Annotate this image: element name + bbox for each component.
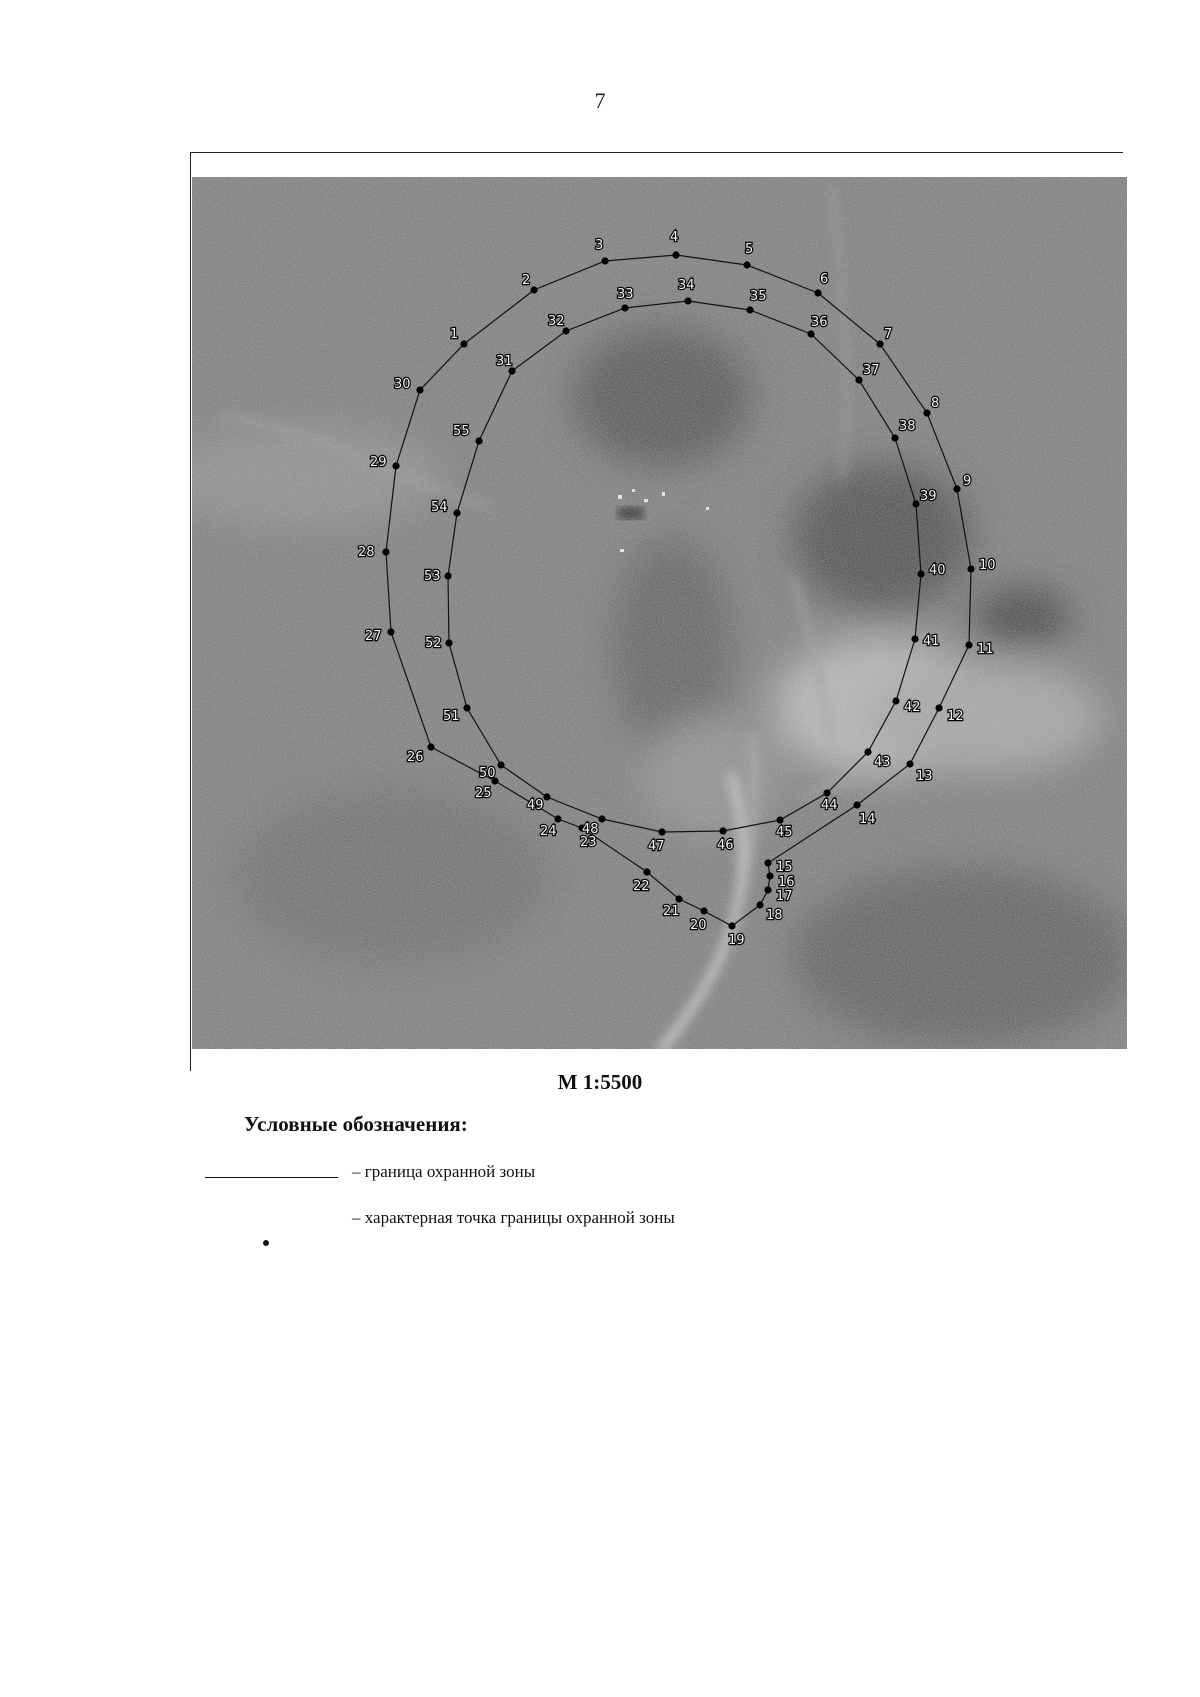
boundary-point-label-19: 19: [728, 933, 745, 948]
boundary-point-3[interactable]: [601, 257, 608, 264]
boundary-point-label-4: 4: [670, 230, 679, 245]
boundary-point-13[interactable]: [906, 760, 913, 767]
boundary-point-label-10: 10: [979, 558, 996, 573]
boundary-point-12[interactable]: [935, 704, 942, 711]
boundary-point-label-12: 12: [947, 709, 964, 724]
boundary-point-label-14: 14: [859, 812, 876, 827]
boundary-point-36[interactable]: [807, 330, 814, 337]
boundary-point-label-43: 43: [874, 755, 891, 770]
boundary-point-28[interactable]: [382, 548, 389, 555]
boundary-point-label-52: 52: [425, 636, 442, 651]
boundary-point-label-18: 18: [766, 908, 783, 923]
boundary-point-label-44: 44: [821, 798, 838, 813]
boundary-point-label-15: 15: [776, 860, 793, 875]
boundary-point-label-51: 51: [443, 709, 460, 724]
boundary-point-label-33: 33: [617, 287, 634, 302]
boundary-point-label-2: 2: [522, 273, 531, 288]
boundary-point-19[interactable]: [728, 922, 735, 929]
boundary-point-label-9: 9: [963, 474, 972, 489]
boundary-point-42[interactable]: [892, 697, 899, 704]
boundary-point-label-42: 42: [904, 700, 921, 715]
boundary-point-33[interactable]: [621, 304, 628, 311]
boundary-point-5[interactable]: [743, 261, 750, 268]
legend-point-symbol: [263, 1240, 269, 1246]
boundary-point-35[interactable]: [746, 306, 753, 313]
boundary-point-label-11: 11: [977, 642, 994, 657]
legend-boundary-line-symbol: [205, 1177, 338, 1178]
boundary-point-6[interactable]: [814, 289, 821, 296]
boundary-point-1[interactable]: [460, 340, 467, 347]
boundary-point-21[interactable]: [675, 895, 682, 902]
boundary-point-label-8: 8: [931, 396, 940, 411]
boundary-point-30[interactable]: [416, 386, 423, 393]
boundary-point-label-25: 25: [475, 786, 492, 801]
boundary-point-label-3: 3: [595, 238, 604, 253]
boundary-point-label-1: 1: [450, 327, 459, 342]
boundary-point-label-45: 45: [776, 825, 793, 840]
satellite-map[interactable]: [192, 177, 1127, 1049]
boundary-point-label-21: 21: [663, 904, 680, 919]
boundary-point-label-20: 20: [690, 918, 707, 933]
boundary-point-40[interactable]: [917, 570, 924, 577]
boundary-point-34[interactable]: [684, 297, 691, 304]
boundary-point-label-46: 46: [717, 838, 734, 853]
boundary-point-label-38: 38: [899, 419, 916, 434]
boundary-point-37[interactable]: [855, 376, 862, 383]
boundary-point-48[interactable]: [598, 815, 605, 822]
legend-boundary-label: – граница охранной зоны: [352, 1162, 536, 1181]
boundary-point-label-32: 32: [548, 314, 565, 329]
boundary-point-label-6: 6: [820, 272, 829, 287]
boundary-point-16[interactable]: [766, 872, 773, 879]
boundary-point-27[interactable]: [387, 628, 394, 635]
boundary-point-label-17: 17: [776, 889, 793, 904]
boundary-point-label-13: 13: [916, 769, 933, 784]
boundary-point-label-47: 47: [648, 839, 665, 854]
boundary-point-20[interactable]: [700, 907, 707, 914]
boundary-point-22[interactable]: [643, 868, 650, 875]
boundary-point-label-27: 27: [365, 629, 382, 644]
boundary-point-label-54: 54: [431, 500, 448, 515]
boundary-point-label-23: 23: [580, 835, 597, 850]
boundary-point-label-31: 31: [496, 354, 513, 369]
boundary-point-29[interactable]: [392, 462, 399, 469]
boundary-point-9[interactable]: [953, 485, 960, 492]
boundary-point-49[interactable]: [543, 793, 550, 800]
boundary-point-26[interactable]: [427, 743, 434, 750]
boundary-point-label-29: 29: [370, 455, 387, 470]
boundary-point-label-5: 5: [745, 242, 754, 257]
boundary-point-label-50: 50: [479, 766, 496, 781]
boundary-point-51[interactable]: [463, 704, 470, 711]
boundary-point-43[interactable]: [864, 748, 871, 755]
boundary-point-10[interactable]: [967, 565, 974, 572]
boundary-point-8[interactable]: [923, 409, 930, 416]
boundary-point-label-22: 22: [633, 879, 650, 894]
boundary-point-label-48: 48: [582, 822, 599, 837]
boundary-point-39[interactable]: [912, 500, 919, 507]
boundary-point-label-53: 53: [424, 569, 441, 584]
boundary-point-label-24: 24: [540, 824, 557, 839]
map-scale: М 1:5500: [557, 1070, 643, 1094]
boundary-point-46[interactable]: [719, 827, 726, 834]
boundary-point-label-36: 36: [811, 315, 828, 330]
boundary-point-label-34: 34: [678, 278, 695, 293]
boundary-point-18[interactable]: [756, 901, 763, 908]
boundary-point-label-28: 28: [358, 545, 375, 560]
legend-point-label: – характерная точка границы охранной зоны: [352, 1208, 675, 1227]
boundary-point-label-35: 35: [750, 289, 767, 304]
boundary-point-24[interactable]: [554, 815, 561, 822]
legend-title: Условные обозначения:: [244, 1112, 468, 1136]
boundary-point-55[interactable]: [475, 437, 482, 444]
boundary-point-50[interactable]: [497, 761, 504, 768]
boundary-point-label-41: 41: [923, 634, 940, 649]
boundary-point-4[interactable]: [672, 251, 679, 258]
boundary-point-17[interactable]: [764, 886, 771, 893]
boundary-point-41[interactable]: [911, 635, 918, 642]
boundary-point-11[interactable]: [965, 641, 972, 648]
boundary-point-label-39: 39: [920, 489, 937, 504]
boundary-point-54[interactable]: [453, 509, 460, 516]
boundary-point-label-55: 55: [453, 424, 470, 439]
boundary-point-label-30: 30: [394, 377, 411, 392]
boundary-point-15[interactable]: [764, 859, 771, 866]
boundary-point-38[interactable]: [891, 434, 898, 441]
boundary-point-2[interactable]: [530, 286, 537, 293]
page-number: 7: [594, 88, 606, 113]
boundary-point-44[interactable]: [823, 789, 830, 796]
boundary-point-label-37: 37: [863, 363, 880, 378]
boundary-point-label-26: 26: [407, 750, 424, 765]
boundary-point-45[interactable]: [776, 816, 783, 823]
boundary-point-label-49: 49: [527, 798, 544, 813]
boundary-point-label-16: 16: [778, 875, 795, 890]
boundary-point-7[interactable]: [876, 340, 883, 347]
boundary-point-47[interactable]: [658, 828, 665, 835]
boundary-point-label-40: 40: [929, 563, 946, 578]
boundary-point-53[interactable]: [444, 572, 451, 579]
boundary-point-label-7: 7: [884, 327, 893, 342]
boundary-point-14[interactable]: [853, 801, 860, 808]
boundary-point-52[interactable]: [445, 639, 452, 646]
